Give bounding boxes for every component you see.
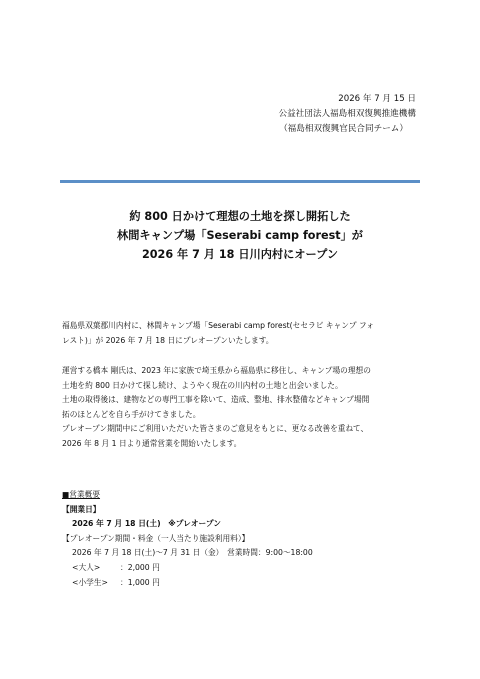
title-line-3: 2026 年 7 月 18 日川内村にオープン bbox=[141, 248, 339, 261]
child-price-row bbox=[62, 576, 422, 591]
release-date: 2026 年 7 月 15 日 bbox=[338, 94, 416, 104]
adult-price-row bbox=[62, 561, 422, 576]
organization-name: 公益社団法人福島相双復興推進機構 bbox=[278, 109, 416, 119]
title-line-2: 林間キャンプ場「Seserabi camp forest」が bbox=[117, 229, 363, 242]
opening-date: 2026 年 7 月 18 日(土) ※プレオープン bbox=[72, 519, 221, 529]
paragraph-line: レスト)」が 2026 年 7 月 18 日にプレオープンいたします。 bbox=[62, 335, 274, 345]
press-release-title bbox=[60, 207, 420, 264]
adult-price: ：2,000 円 bbox=[120, 562, 160, 572]
header-block bbox=[278, 92, 416, 137]
paragraph-line: 拓のほとんどを自ら手がけてきました。 bbox=[62, 409, 201, 419]
title-line-1: 約 800 日かけて理想の土地を探し開拓した bbox=[129, 210, 351, 223]
preopen-period-detail: 2026 年 7 月 18 日(土)〜7 月 31 日（金） 営業時間：9:00〜18:00 bbox=[72, 548, 313, 558]
paragraph-line: 土地を約 800 日かけて探し続け、ようやく現在の川内村の土地と出会いました。 bbox=[62, 380, 343, 390]
divider-rule bbox=[60, 180, 420, 183]
paragraph-line: 福島県双葉郡川内村に、林間キャンプ場「Seserabi camp forest(セセラビ キャンプ フォ bbox=[62, 321, 375, 330]
overview-heading: ■営業概要 bbox=[62, 490, 101, 499]
business-overview bbox=[62, 488, 422, 590]
preopen-period-label: 【プレオープン期間・料金（一人当たり施設利用料）】 bbox=[62, 533, 250, 543]
adult-label: <大人> bbox=[72, 562, 101, 572]
opening-label: 【開業日】 bbox=[62, 504, 101, 514]
paragraph-line: プレオープン期間中にご利用いただいた皆さまのご意見をもとに、更なる改善を重ねて、 bbox=[62, 424, 369, 434]
paragraph-line: 2026 年 8 月 1 日より通常営業を開始いたします。 bbox=[62, 438, 242, 448]
intro-paragraph bbox=[62, 319, 422, 348]
paragraph-line: 運営する橋本 剛氏は、2023 年に家族で埼玉県から福島県に移住し、キャンプ場の理想の bbox=[62, 366, 371, 375]
child-price: ：1,000 円 bbox=[120, 577, 160, 587]
story-paragraph bbox=[62, 364, 422, 452]
child-label: <小学生> bbox=[72, 577, 108, 587]
organization-subname: （福島相双復興官民合同チーム） bbox=[279, 124, 408, 134]
paragraph-line: 土地の取得後は、建物などの専門工事を除いて、造成、整地、排水整備などキャンプ場開 bbox=[62, 395, 370, 405]
